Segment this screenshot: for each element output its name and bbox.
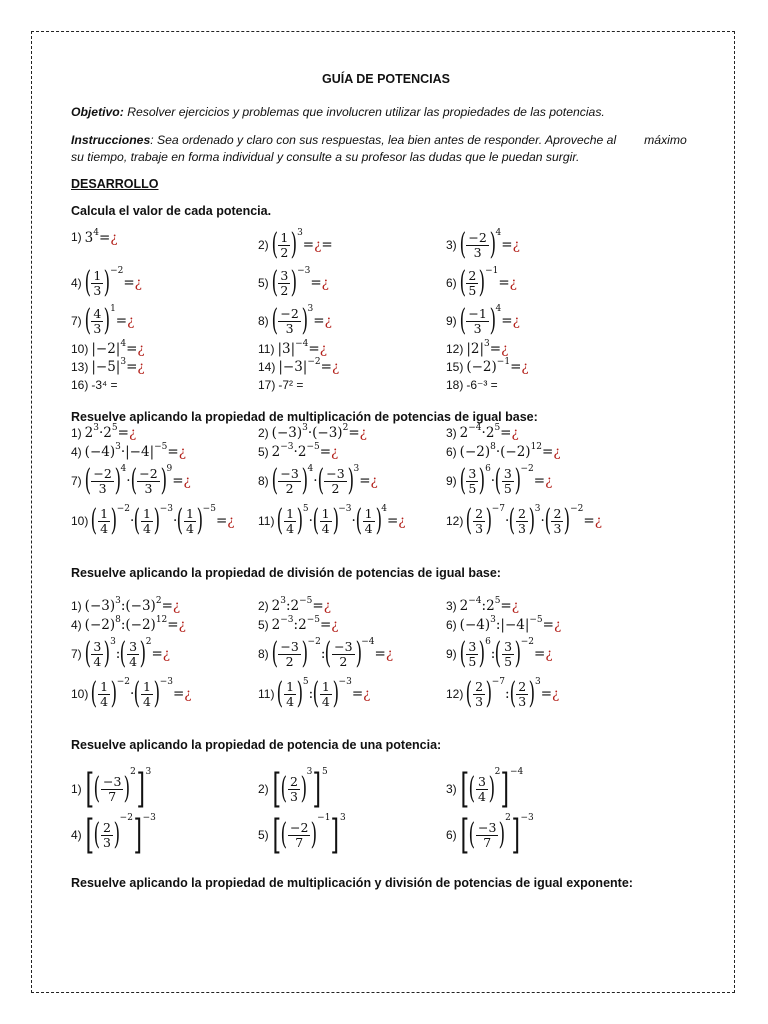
answer-placeholder: ¿ [398,513,406,529]
answer-placeholder: ¿ [324,313,332,329]
exercise-row [71,264,701,302]
exercise: 1) (−3) 3 :(−3) 2 = ¿ [71,596,181,614]
exercise-row [71,358,701,376]
exercise-row [71,635,701,673]
development-heading: DESARROLLO [71,177,159,191]
answer-placeholder: ¿ [172,598,181,614]
answer-placeholder: ¿ [511,425,519,441]
exercise-number: 18) [446,378,464,392]
exercise-number: 2) [258,599,269,613]
answer-placeholder: ¿ [553,444,561,460]
exercise-number: 1) [71,230,82,244]
exercise-number: 9) [446,647,457,661]
exercise-row [71,766,701,812]
answer-placeholder: ¿ [127,313,135,329]
exercise-row [71,500,701,542]
answer-placeholder: ¿ [512,237,520,253]
section-heading: Calcula el valor de cada potencia. [71,204,272,218]
exercise: 6) (−4) 3 :|−4| −5 = ¿ [446,615,562,633]
exercise-number: 16) [71,378,89,392]
answer-placeholder: ¿ [545,646,553,662]
exercise-number: 14) [258,360,276,374]
exercise-number: 11) [258,687,275,701]
exercise-number: 6) [446,618,457,632]
exercise: 4) (−4) 3 ·|−4| −5 = ¿ [71,442,186,460]
exercise-number: 2) [258,782,269,796]
exercise: 8) ( $\frac{-3}{2}$ ) −2 : ( $\frac{-3}{2}$ ) −4 = ¿ [258,636,394,671]
exercise-number: 12) [446,687,464,701]
answer-placeholder: ¿ [178,617,186,633]
exercise-number: 10) [71,687,89,701]
exercise-number: 2) [258,238,269,252]
answer-placeholder: ¿ [110,230,118,246]
exercise-number: 12) [446,514,464,528]
exercise: 1) [ ( $\frac{-3}{7}$ ) 2 ] 3 [71,766,152,812]
exercise-number: 15) [446,360,464,374]
answer-placeholder: ¿ [184,686,192,702]
answer-placeholder: ¿ [501,341,509,357]
exercise: 6) (−2) 8 ·(−2) 12 = ¿ [446,442,561,460]
instructions: Instrucciones: Sea ordenado y claro con sus respuestas, lea bien antes de responder. Aproveche al máximo su tiempo, trabaje en forma individual y consulte a su profesor las dudas que le puedan surgir. [71,133,687,164]
exercise-number: 6) [446,276,457,290]
exercise: 3) [ ( $\frac{3}{4}$ ) 2 ] −4 [446,766,524,812]
exercise: 4) (−2) 8 :(−2) 12 = ¿ [71,615,186,633]
answer-placeholder: ¿ [331,617,339,633]
exercise: 6) [ ( $\frac{-3}{7}$ ) 2 ] −3 [446,812,534,858]
exercise-row [71,302,701,340]
exercise: 1) 3 4 = ¿ [71,228,118,246]
exercise: 3) 2 −4 :2 5 = ¿ [446,596,519,614]
exercise-row [71,442,701,462]
exercise: 2) (−3) 3 ·(−3) 2 = ¿ [258,423,367,441]
answer-placeholder: ¿ [553,617,562,633]
answer-placeholder: ¿ [137,341,145,357]
exercise-number: 5) [258,618,269,632]
exercise: 1) 2 3 ·2 5 = ¿ [71,423,137,441]
exercise: 10) ( $\frac{1}{4}$ ) −2 · ( $\frac{1}{4}$ ) −3 · ( $\frac{1}{4}$ ) −5 = ¿ [71,503,235,538]
exercise-number: 4) [71,445,82,459]
exercise: 18) -6⁻³ = [446,378,498,392]
section-heading: Resuelve aplicando la propiedad de multiplicación y división de potencias de igual exponente: [71,876,633,890]
exercise: 16) -3⁴ = [71,378,118,392]
exercise-number: 5) [258,276,269,290]
exercise: 15) (−2) −1 = ¿ [446,357,529,375]
answer-placeholder: ¿ [552,686,560,702]
answer-placeholder: ¿ [385,646,394,662]
exercise-number: 9) [446,314,457,328]
exercise-number: 8) [258,314,269,328]
exercise: 11) ( $\frac{1}{4}$ ) 5 : ( $\frac{1}{4}$ ) −3 = ¿ [258,676,371,711]
exercise-number: 8) [258,474,269,488]
exercise-number: 11) [258,514,275,528]
answer-placeholder: ¿ [314,237,322,253]
exercise-number: 12) [446,342,464,356]
exercise-number: 5) [258,828,269,842]
answer-placeholder: ¿ [137,359,145,375]
exercise-number: 7) [71,647,82,661]
answer-placeholder: ¿ [331,444,339,460]
exercise: 7) ( $\frac{4}{3}$ ) 1 = ¿ [71,303,135,338]
exercise: 5) 2 −3 ·2 −5 = ¿ [258,442,339,460]
exercise: 17) -7² = [258,378,304,392]
exercise: 3) ( $\frac{-2}{3}$ ) 4 = ¿ [446,227,520,262]
answer-placeholder: ¿ [321,275,329,291]
exercise: 9) ( $\frac{3}{5}$ ) 6 : ( $\frac{3}{5}$ ) −2 = ¿ [446,636,553,671]
exercise: 12) ( $\frac{2}{3}$ ) −7 · ( $\frac{2}{3}$ ) 3 · ( $\frac{2}{3}$ ) −2 = ¿ [446,503,602,538]
exercise: 10) |−2| 4 = ¿ [71,339,145,357]
exercise: 8) ( $\frac{-2}{3}$ ) 3 = ¿ [258,303,332,338]
exercise-row [71,340,701,358]
exercise-number: 7) [71,314,82,328]
exercise: 12) |2| 3 = ¿ [446,339,509,357]
exercise-number: 6) [446,828,457,842]
exercise-number: 6) [446,445,457,459]
answer-placeholder: ¿ [363,686,371,702]
exercise-number: 2) [258,426,269,440]
exercise: 2) 2 3 :2 −5 = ¿ [258,596,331,614]
section-heading: Resuelve aplicando la propiedad de multiplicación de potencias de igual base: [71,410,538,424]
exercise: 4) ( $\frac{1}{3}$ ) −2 = ¿ [71,265,142,300]
answer-placeholder: ¿ [545,473,553,489]
exercise-number: 17) [258,378,276,392]
answer-placeholder: ¿ [134,275,142,291]
exercise-number: 3) [446,426,457,440]
answer-placeholder: ¿ [227,513,235,529]
exercise: 13) |−5| 3 = ¿ [71,357,145,375]
section-heading: Resuelve aplicando la propiedad de potencia de una potencia: [71,738,442,752]
exercise-number: 1) [71,782,82,796]
exercise-number: 5) [258,445,269,459]
exercise-number: 13) [71,360,89,374]
exercise-number: 4) [71,276,82,290]
answer-placeholder: ¿ [359,425,367,441]
answer-placeholder: ¿ [331,359,340,375]
exercise: 5) 2 −3 :2 −5 = ¿ [258,615,339,633]
exercise: 8) ( $\frac{-3}{2}$ ) 4 · ( $\frac{-3}{2}$ ) 3 = ¿ [258,463,378,498]
exercise: 4) [ ( $\frac{2}{3}$ ) −2 ] −3 [71,812,156,858]
answer-placeholder: ¿ [162,646,171,662]
exercise: 2) [ ( $\frac{2}{3}$ ) 3 ] 5 [258,766,328,812]
exercise: 9) ( $\frac{-1}{3}$ ) 4 = ¿ [446,303,520,338]
answer-placeholder: ¿ [178,444,186,460]
answer-placeholder: ¿ [319,341,327,357]
page-title: GUÍA DE POTENCIAS [321,72,451,86]
exercise: 3) 2 −4 ·2 5 = ¿ [446,423,519,441]
exercise-number: 1) [71,426,82,440]
exercise-number: 9) [446,474,457,488]
exercise-row [71,376,701,394]
exercise-number: 4) [71,828,82,842]
exercise: 14) |−3| −2 = ¿ [258,357,340,375]
answer-placeholder: ¿ [323,598,331,614]
exercise-row [71,812,701,858]
exercise-row [71,615,701,635]
exercise-number: 8) [258,647,269,661]
exercise-row [71,597,701,615]
exercise-number: 10) [71,514,89,528]
exercise: 6) ( $\frac{2}{5}$ ) −1 = ¿ [446,265,517,300]
exercise-row [71,673,701,715]
answer-placeholder: ¿ [128,425,137,441]
exercise: 5) [ ( $\frac{-2}{7}$ ) −1 ] 3 [258,812,346,858]
answer-placeholder: ¿ [512,313,520,329]
answer-placeholder: ¿ [511,598,519,614]
exercise-number: 3) [446,782,457,796]
exercise-number: 4) [71,618,82,632]
exercise: 5) ( $\frac{3}{2}$ ) −3 = ¿ [258,265,329,300]
exercise-number: 10) [71,342,89,356]
exercise-number: 11) [258,342,275,356]
exercise: 2) ( $\frac{1}{2}$ ) 3 = ¿ = [258,227,333,262]
section-heading: Resuelve aplicando la propiedad de división de potencias de igual base: [71,566,501,580]
exercise: 7) ( $\frac{-2}{3}$ ) 4 · ( $\frac{-2}{3}$ ) 9 = ¿ [71,463,191,498]
exercise: 7) ( $\frac{3}{4}$ ) 3 : ( $\frac{3}{4}$ ) 2 = ¿ [71,636,171,671]
exercise: 11) ( $\frac{1}{4}$ ) 5 · ( $\frac{1}{4}$ ) −3 · ( $\frac{1}{4}$ ) 4 = ¿ [258,503,406,538]
answer-placeholder: ¿ [594,513,602,529]
exercise: 9) ( $\frac{3}{5}$ ) 6 · ( $\frac{3}{5}$ ) −2 = ¿ [446,463,553,498]
exercise-number: 3) [446,238,457,252]
exercise: 12) ( $\frac{2}{3}$ ) −7 : ( $\frac{2}{3}$ ) 3 = ¿ [446,676,560,711]
exercise-row [71,226,701,264]
answer-placeholder: ¿ [521,359,529,375]
exercise-number: 1) [71,599,82,613]
worksheet [71,72,701,898]
exercise-row [71,462,701,500]
exercise: 10) ( $\frac{1}{4}$ ) −2 · ( $\frac{1}{4}$ ) −3 = ¿ [71,676,192,711]
answer-placeholder: ¿ [183,473,191,489]
exercise-number: 3) [446,599,457,613]
answer-placeholder: ¿ [370,473,378,489]
answer-placeholder: ¿ [509,275,517,291]
exercise: 11) |3| −4 = ¿ [258,339,327,357]
exercise-row [71,424,701,442]
objective: Objetivo: Resolver ejercicios y problemas que involucren utilizar las propiedades de las potencias. [71,105,605,119]
exercise-number: 7) [71,474,82,488]
